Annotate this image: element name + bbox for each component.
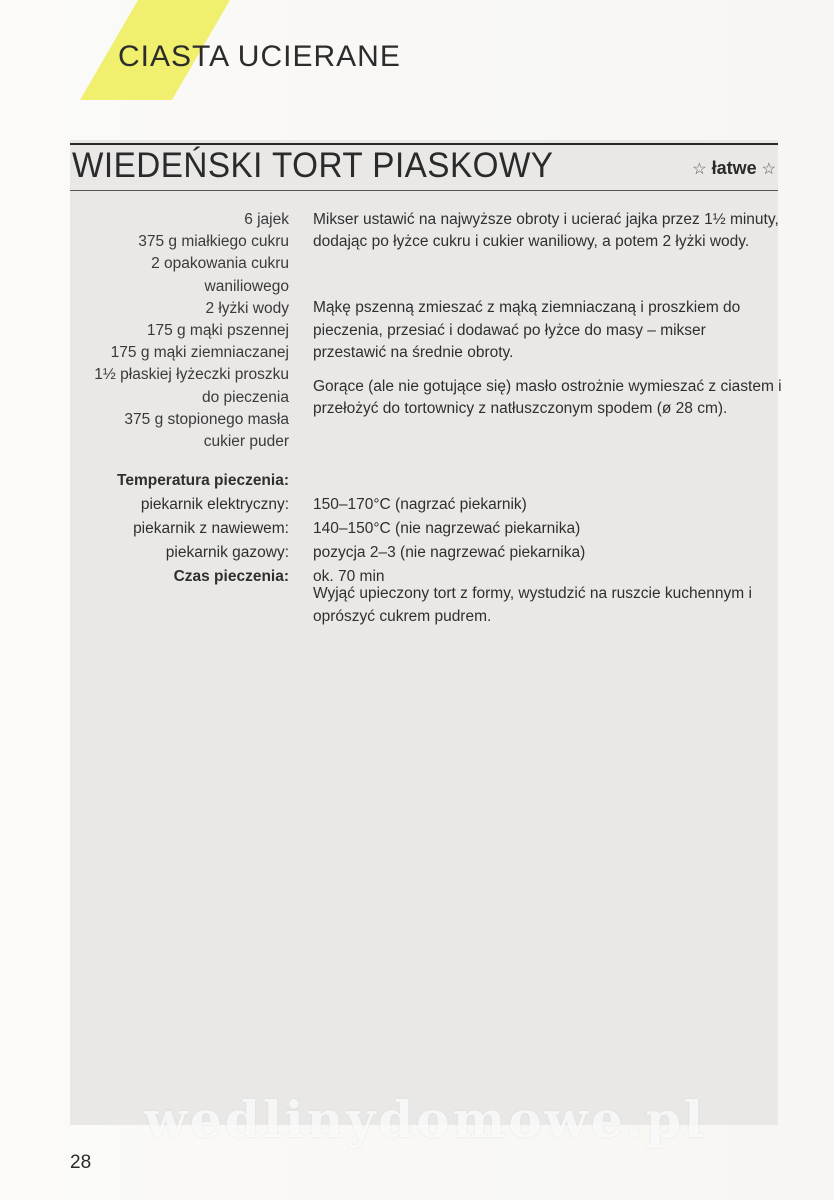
star-icon: ☆ — [692, 161, 707, 178]
baking-labels — [29, 469, 289, 589]
ingredient-line: 175 g mąki pszennej — [146, 322, 289, 340]
baking-values — [313, 493, 783, 589]
fan-oven-value: 140–150°C (nie nagrzewać piekarnika) — [313, 520, 581, 537]
final-instruction: Wyjąć upieczony tort z formy, wystudzić na ruszcie kuchennym i oprószyć cukrem pudrem. — [313, 585, 752, 625]
ingredient-line: cukier puder — [203, 433, 289, 451]
section-title: CIASTA UCIERANE — [118, 40, 401, 73]
title-top-rule — [70, 143, 778, 145]
title-bottom-rule — [70, 190, 778, 191]
instruction-step-2: Mąkę pszenną zmieszać z mąką ziemniaczaną i proszkiem do pieczenia, przesiać i dodawać po łyżce do masy – mikser przestawić na średnie obroty. — [313, 299, 741, 361]
page-number: 28 — [70, 1152, 92, 1173]
difficulty-label: łatwe — [711, 158, 757, 178]
temperature-heading: Temperatura pieczenia: — [117, 472, 289, 489]
ingredient-line: 2 opakowania cukru — [151, 255, 289, 273]
gas-oven-value: pozycja 2–3 (nie nagrzewać piekarnika) — [313, 544, 586, 561]
ingredients-list — [49, 209, 289, 453]
instruction-step-3: Gorące (ale nie gotujące się) masło ostrożnie wymieszać z ciastem i przełożyć do tortownicy z natłuszczonym spodem (ø 28 cm). — [313, 378, 782, 418]
baking-time-value: ok. 70 min — [313, 568, 385, 585]
ingredient-line: 375 g stopionego masła — [124, 410, 289, 428]
ingredient-line: 175 g mąki ziemniaczanej — [110, 344, 289, 362]
difficulty-badge — [692, 158, 776, 179]
ingredient-line: 6 jajek — [244, 211, 289, 228]
star-icon: ☆ — [761, 161, 776, 178]
recipe-title: WIEDEŃSKI TORT PIASKOWY — [72, 146, 554, 185]
ingredient-line: 375 g miałkiego cukru — [138, 233, 289, 251]
electric-oven-label: piekarnik elektryczny: — [140, 496, 289, 513]
instructions — [313, 209, 783, 420]
instruction-step-1: Mikser ustawić na najwyższe obroty i ucierać jajka przez 1½ minuty, dodając po łyżce cukru i cukier waniliowy, a potem 2 łyżki wody. — [313, 211, 779, 251]
ingredient-line: waniliowego — [204, 277, 289, 295]
ingredient-line: 1½ płaskiej łyżeczki proszku — [94, 366, 289, 384]
baking-time-label: Czas pieczenia: — [173, 568, 289, 585]
watermark: wedlinydomowe.pl — [144, 1090, 706, 1149]
ingredient-line: do pieczenia — [201, 388, 289, 406]
fan-oven-label: piekarnik z nawiewem: — [133, 520, 289, 537]
ingredient-line: 2 łyżki wody — [205, 299, 289, 317]
gas-oven-label: piekarnik gazowy: — [165, 544, 289, 561]
electric-oven-value: 150–170°C (nagrzać piekarnik) — [313, 496, 527, 513]
